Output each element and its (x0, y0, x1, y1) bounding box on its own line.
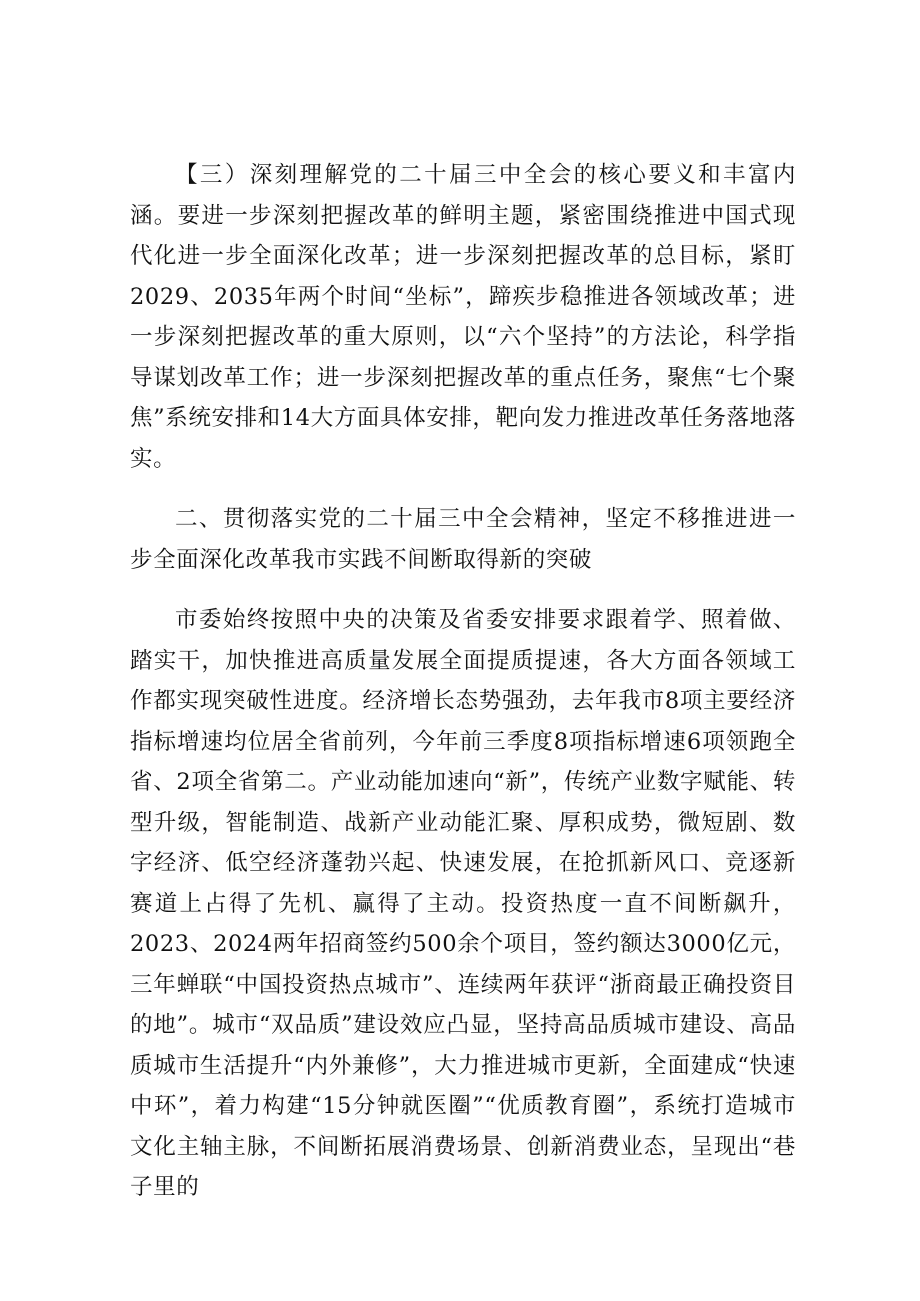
paragraph-section-3: 【三）深刻理解党的二十届三中全会的核心要义和丰富内涵。要进一步深刻把握改革的鲜明主题，紧密围绕推进中国式现代化进一步全面深化改革；进一步深刻把握改革的总目标，紧盯2029、2035年两个时间“坐标”，蹄疾步稳推进各领域改革；进一步深刻把握改革的重大原则，以“六个坚持”的方法论，科学指导谋划改革工作；进一步深刻把握改革的重点任务，聚焦“七个聚焦”系统安排和14大方面具体安排，靶向发力推进改革任务落地落实。 (130, 162, 796, 472)
section-heading-2: 二、贯彻落实党的二十届三中全会精神，坚定不移推进进一步全面深化改革我市实践不间断取得新的突破 (130, 506, 796, 573)
document-body (130, 155, 796, 1208)
paragraph-body-1: 市委始终按照中央的决策及省委安排要求跟着学、照着做、踏实干，加快推进高质量发展全面提质提速，各大方面各领域工作都实现突破性进度。经济增长态势强劲，去年我市8项主要经济指标增速均位居全省前列，今年前三季度8项指标增速6项领跑全省、2项全省第二。产业动能加速向“新”，传统产业数字赋能、转型升级，智能制造、战新产业动能汇聚、厚积成势，微短剧、数字经济、低空经济蓬勃兴起、快速发展，在抢抓新风口、竞逐新赛道上占得了先机、赢得了主动。投资热度一直不间断飙升，2023、2024两年招商签约500余个项目，签约额达3000亿元，三年蝉联“中国投资热点城市”、连续两年获评“浙商最正确投资目的地”。城市“双品质”建设效应凸显，坚持高品质城市建设、高品质城市生活提升“内外兼修”，大力推进城市更新，全面建成“快速中环”，着力构建“15分钟就医圈”“优质教育圈”，系统打造城市文化主轴主脉，不间断拓展消费场景、创新消费业态，呈现出“巷子里的 (130, 607, 796, 1200)
